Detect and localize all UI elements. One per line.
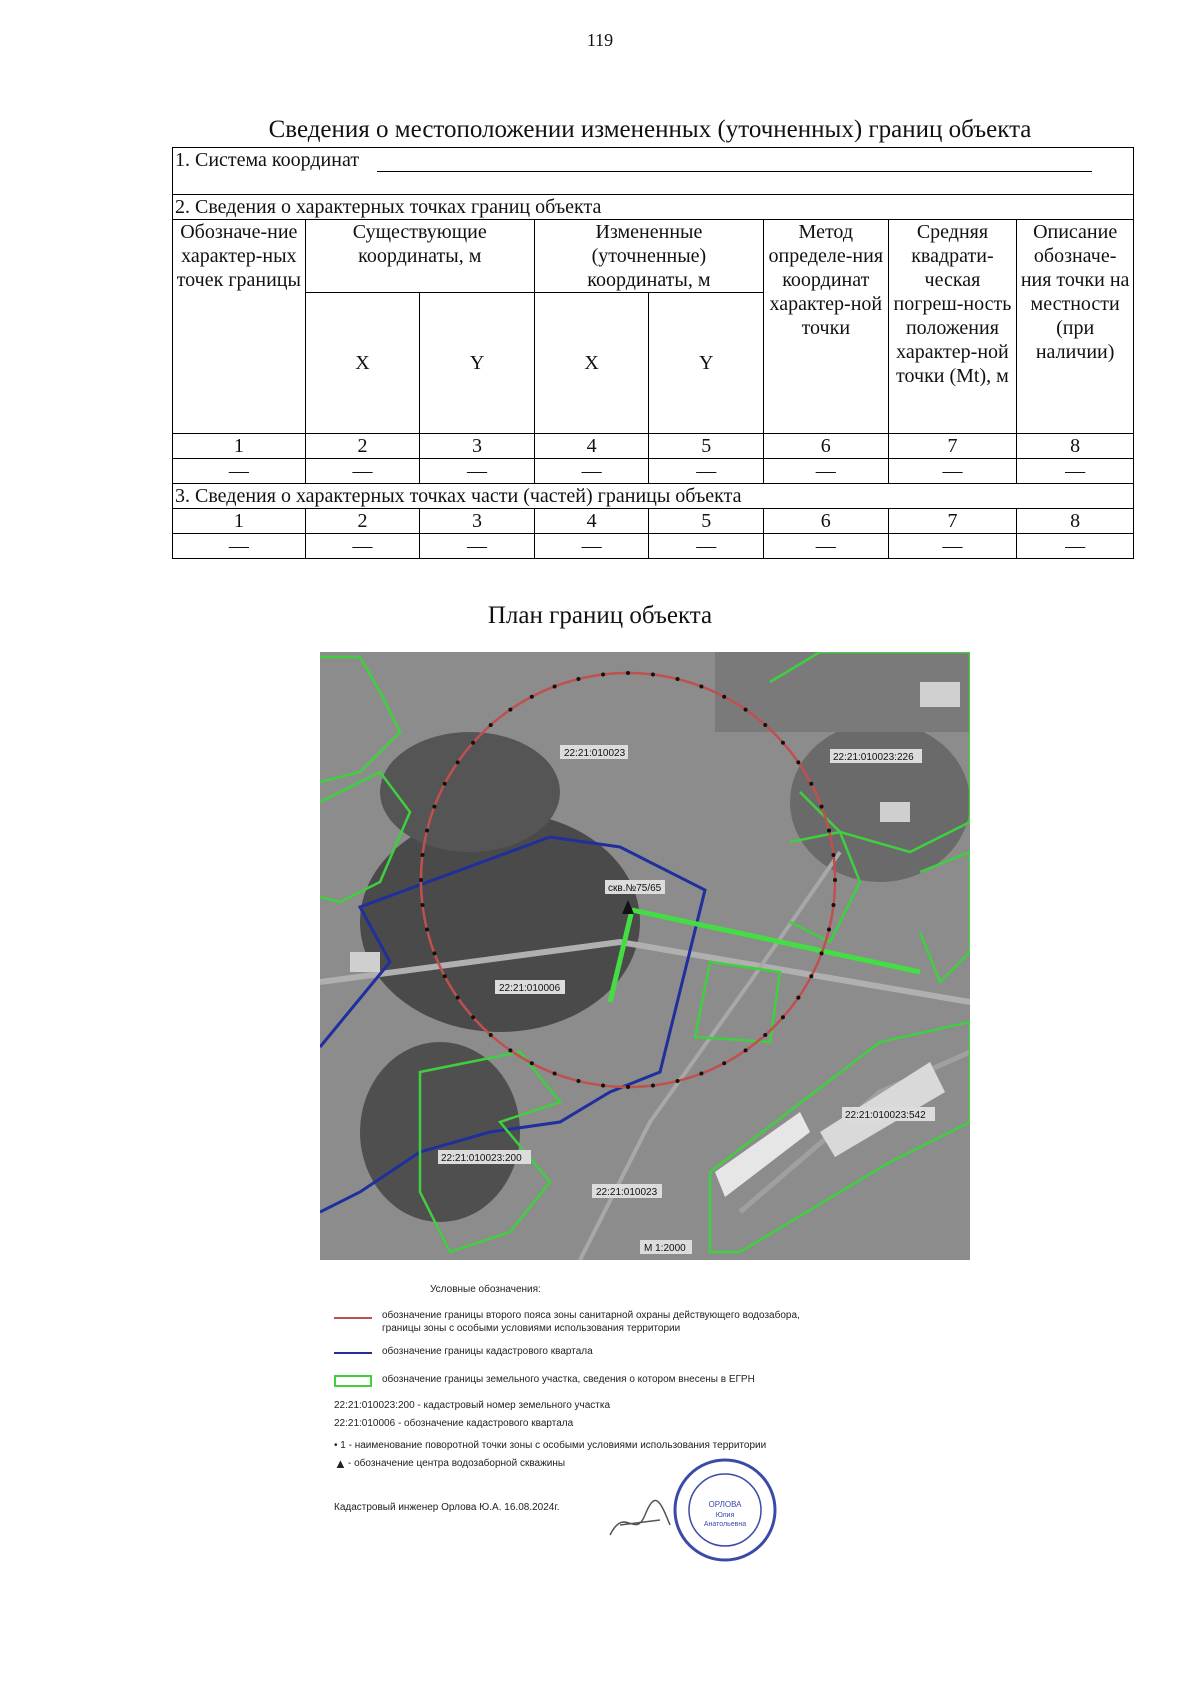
zone-turning-point	[576, 677, 580, 681]
zone-turning-point	[421, 853, 425, 857]
col-number: 7	[888, 509, 1017, 534]
zone-turning-point	[443, 974, 447, 978]
header-description: Описание обозначе-ния точки на местности (при наличии)	[1017, 220, 1134, 434]
empty-cell: —	[1017, 534, 1134, 559]
col-number: 4	[534, 509, 649, 534]
zone-turning-point	[651, 673, 655, 677]
col-number: 3	[420, 434, 535, 459]
legend-engineer: Кадастровый инженер Орлова Ю.А. 16.08.2024г.	[334, 1502, 560, 1513]
legend-point: • 1 - наименование поворотной точки зоны с особыми условиями использования территории	[334, 1440, 767, 1451]
zone-turning-point	[831, 903, 835, 907]
legend-parcel-number: 22:21:010023:200 - кадастровый номер земельного участка	[334, 1400, 611, 1411]
zone-turning-point	[471, 741, 475, 745]
zone-turning-point	[699, 1072, 703, 1076]
section2-empty-row	[173, 459, 1134, 484]
col-number: 4	[534, 434, 649, 459]
label-right-parcel: 22:21:010023:226	[833, 752, 914, 763]
empty-cell: —	[649, 459, 764, 484]
document-title: Сведения о местоположении измененных (уточненных) границ объекта	[268, 116, 1032, 143]
label-center-quarter: 22:21:010006	[499, 983, 561, 994]
coordinate-system-blank	[173, 172, 1134, 195]
header-changed-x: X	[534, 293, 649, 434]
zone-turning-point	[553, 1072, 557, 1076]
zone-turning-point	[432, 951, 436, 955]
label-bottom-quarter: 22:21:010023	[596, 1187, 658, 1198]
col-number: 3	[420, 509, 535, 534]
map-svg	[320, 652, 970, 1260]
zone-turning-point	[626, 671, 630, 675]
coordinate-system-label: 1. Система координат	[175, 149, 360, 171]
zone-turning-point	[676, 1079, 680, 1083]
zone-turning-point	[425, 928, 429, 932]
zone-turning-point	[796, 760, 800, 764]
label-bottom-parcel: 22:21:010023:200	[441, 1153, 522, 1164]
zone-turning-point	[421, 903, 425, 907]
col-number: 7	[888, 434, 1017, 459]
house-roof	[920, 682, 960, 707]
col-number: 8	[1017, 434, 1134, 459]
header-existing-coordinates: Существующие координаты, м	[305, 220, 534, 293]
section2-label: 2. Сведения о характерных точках границ объекта	[173, 195, 1134, 220]
legend-well-icon: ▲	[334, 1456, 347, 1471]
zone-turning-point	[626, 1085, 630, 1089]
empty-cell: —	[763, 459, 888, 484]
zone-turning-point	[425, 828, 429, 832]
empty-cell: —	[888, 459, 1017, 484]
tree-mass	[380, 732, 560, 852]
legend-quarter-label: 22:21:010006 - обозначение кадастрового квартала	[334, 1418, 574, 1429]
legend-green-text: обозначение границы земельного участка, сведения о котором внесены в ЕГРН	[382, 1374, 755, 1385]
zone-turning-point	[809, 974, 813, 978]
house-roof	[350, 952, 380, 972]
legend-blue-swatch	[334, 1352, 372, 1354]
label-top-quarter: 22:21:010023	[564, 748, 626, 759]
empty-cell: —	[534, 459, 649, 484]
zone-turning-point	[676, 677, 680, 681]
empty-cell: —	[420, 459, 535, 484]
zone-turning-point	[553, 684, 557, 688]
section2-column-numbers	[173, 434, 1134, 459]
col-number: 2	[305, 509, 420, 534]
zone-turning-point	[827, 828, 831, 832]
zone-turning-point	[744, 1048, 748, 1052]
zone-turning-point	[796, 996, 800, 1000]
empty-cell: —	[534, 534, 649, 559]
header-changed-y: Y	[649, 293, 764, 434]
header-error: Средняя квадрати-ческая погреш-ность положения характер-ной точки (Mt), м	[888, 220, 1017, 434]
header-changed-coordinates: Измененные (уточненные) координаты, м	[534, 220, 763, 293]
empty-cell: —	[1017, 459, 1134, 484]
zone-turning-point	[489, 1033, 493, 1037]
zone-turning-point	[781, 741, 785, 745]
col-number: 1	[173, 509, 306, 534]
legend-red-text-1: обозначение границы второго пояса зоны санитарной охраны действующего водозабора,	[382, 1310, 800, 1321]
col-number: 6	[763, 434, 888, 459]
map-scale: М 1:2000	[644, 1243, 686, 1254]
col-number: 2	[305, 434, 420, 459]
house-roof	[880, 802, 910, 822]
zone-turning-point	[530, 695, 534, 699]
legend-green-swatch	[334, 1375, 372, 1387]
header-existing-x: X	[305, 293, 420, 434]
zone-turning-point	[432, 805, 436, 809]
section3-label: 3. Сведения о характерных точках части (частей) границы объекта	[173, 484, 1134, 509]
col-number: 6	[763, 509, 888, 534]
zone-turning-point	[489, 723, 493, 727]
svg-text:ОРЛОВА: ОРЛОВА	[708, 1500, 742, 1509]
legend-blue-text: обозначение границы кадастрового квартала	[382, 1346, 593, 1357]
zone-turning-point	[831, 853, 835, 857]
col-number: 8	[1017, 509, 1134, 534]
coordinate-system-line	[377, 157, 1092, 172]
zone-turning-point	[508, 1048, 512, 1052]
zone-turning-point	[443, 782, 447, 786]
coordinate-system-row	[173, 148, 1134, 173]
zone-turning-point	[530, 1061, 534, 1065]
section3-empty-row	[173, 534, 1134, 559]
zone-turning-point	[763, 1033, 767, 1037]
zone-turning-point	[651, 1083, 655, 1087]
zone-turning-point	[833, 878, 837, 882]
svg-text:Юлия: Юлия	[715, 1512, 735, 1519]
boundary-plan-map	[320, 652, 970, 1260]
legend-well-text: - обозначение центра водозаборной скважины	[348, 1458, 566, 1469]
zone-turning-point	[419, 878, 423, 882]
zone-turning-point	[456, 996, 460, 1000]
zone-turning-point	[508, 708, 512, 712]
map-legend	[320, 1270, 980, 1570]
zone-turning-point	[781, 1015, 785, 1019]
legend-red-text-2: границы зоны с особыми условиями использования территории	[382, 1323, 681, 1334]
zone-turning-point	[601, 673, 605, 677]
legend-title: Условные обозначения:	[430, 1284, 541, 1295]
empty-cell: —	[173, 459, 306, 484]
zone-turning-point	[744, 708, 748, 712]
zone-turning-point	[763, 723, 767, 727]
section3-column-numbers	[173, 509, 1134, 534]
header-method: Метод определе-ния координат характер-ной точки	[763, 220, 888, 434]
zone-turning-point	[699, 684, 703, 688]
zone-turning-point	[809, 782, 813, 786]
zone-turning-point	[722, 1061, 726, 1065]
empty-cell: —	[305, 534, 420, 559]
seal-stamp-icon	[670, 1455, 780, 1565]
legend-red-swatch	[334, 1317, 372, 1319]
page-number: 119	[586, 30, 614, 50]
col-number: 1	[173, 434, 306, 459]
empty-cell: —	[888, 534, 1017, 559]
zone-turning-point	[820, 805, 824, 809]
col-number: 5	[649, 434, 764, 459]
label-well: скв.№75/65	[608, 883, 662, 894]
zone-turning-point	[471, 1015, 475, 1019]
zone-turning-point	[820, 951, 824, 955]
empty-cell: —	[305, 459, 420, 484]
header-existing-y: Y	[420, 293, 535, 434]
empty-cell: —	[763, 534, 888, 559]
zone-turning-point	[456, 760, 460, 764]
zone-turning-point	[827, 928, 831, 932]
boundary-points-table	[172, 147, 1134, 559]
plan-title: План границ объекта	[487, 602, 713, 629]
label-right-lower-parcel: 22:21:010023:542	[845, 1110, 926, 1121]
zone-turning-point	[576, 1079, 580, 1083]
signature-icon	[605, 1495, 675, 1545]
zone-turning-point	[722, 695, 726, 699]
svg-text:Анатольевна: Анатольевна	[703, 1521, 747, 1528]
empty-cell: —	[649, 534, 764, 559]
empty-cell: —	[173, 534, 306, 559]
zone-turning-point	[601, 1083, 605, 1087]
col-number: 5	[649, 509, 764, 534]
header-point-designation: Обозначе-ние характер-ных точек границы	[173, 220, 306, 434]
empty-cell: —	[420, 534, 535, 559]
